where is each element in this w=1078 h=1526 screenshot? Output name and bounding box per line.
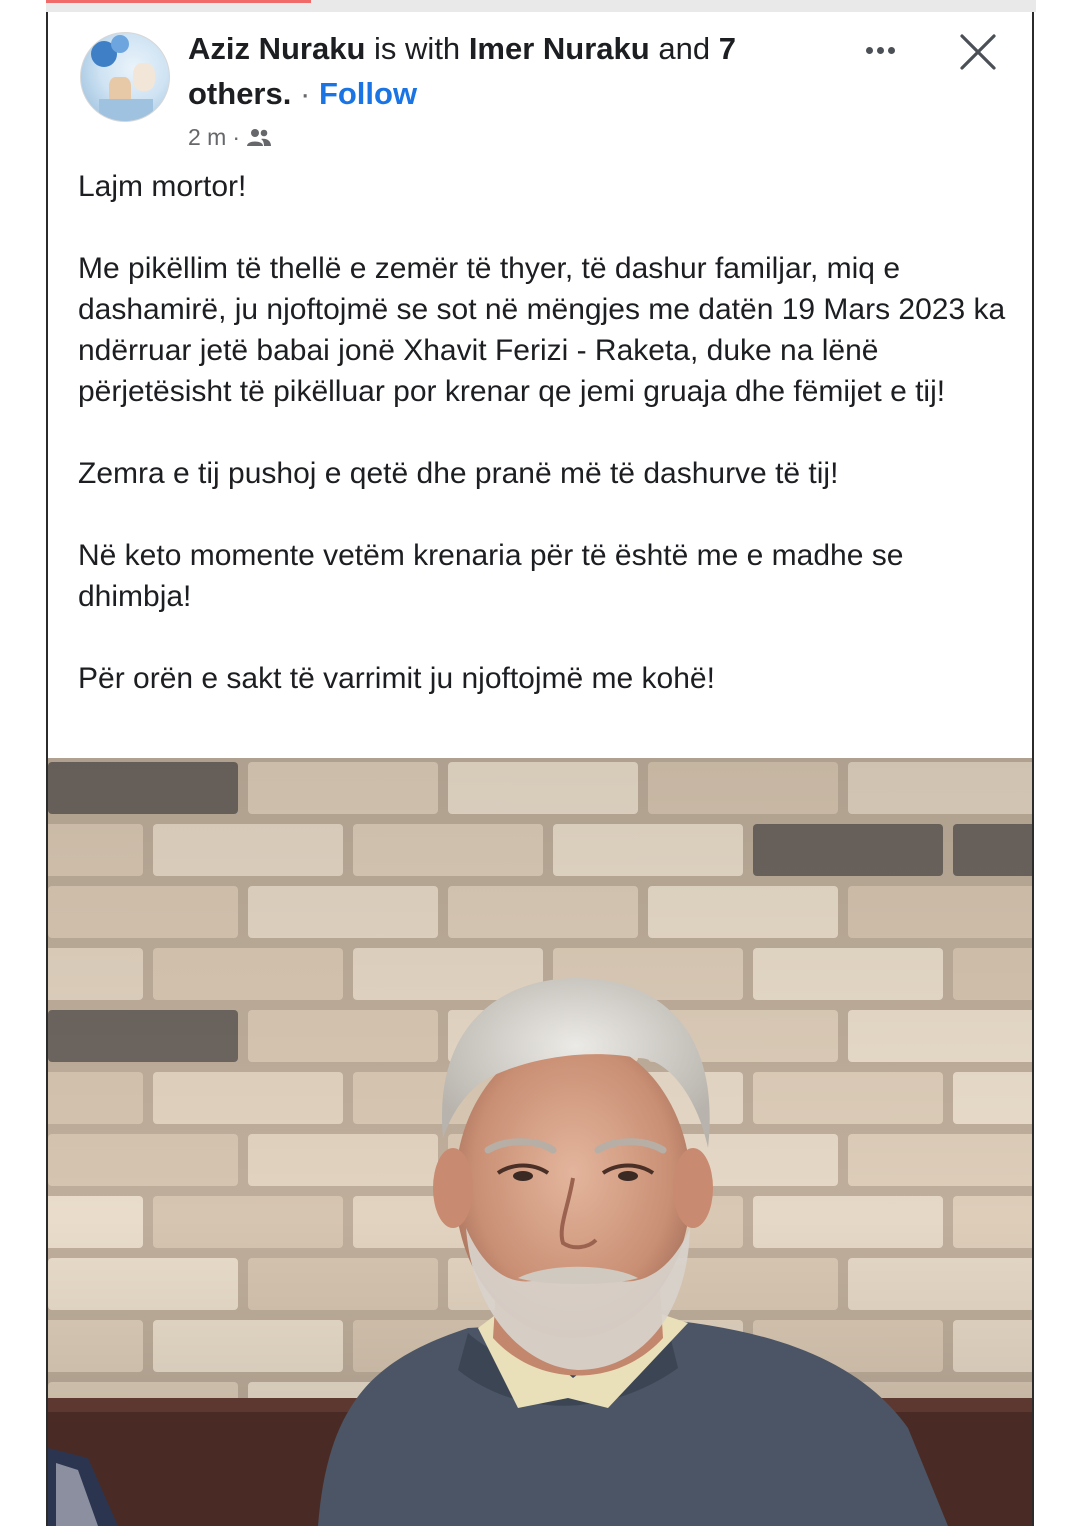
author-avatar[interactable] xyxy=(80,32,170,122)
more-options-icon xyxy=(866,47,873,54)
post-time[interactable]: 2 m xyxy=(188,124,227,150)
red-accent xyxy=(46,0,311,3)
and-text: and xyxy=(658,31,711,66)
close-icon xyxy=(958,32,998,72)
close-button[interactable] xyxy=(958,32,998,72)
follow-button[interactable]: Follow xyxy=(318,76,418,111)
post-message xyxy=(78,166,1013,740)
post-card xyxy=(46,12,1034,1526)
tagged-name[interactable]: Imer Nuraku xyxy=(468,31,650,66)
with-text: is with xyxy=(374,31,461,66)
others-link[interactable]: 7 others. xyxy=(188,31,736,111)
post-header xyxy=(48,12,1032,152)
top-stripe xyxy=(46,0,1036,12)
more-options-button[interactable] xyxy=(854,30,906,70)
paragraph-body: Zemra e tij pushoj e qetë dhe pranë më të dashurve të tij! xyxy=(78,457,839,490)
post-photo[interactable] xyxy=(48,758,1032,1526)
paragraph-body: Me pikëllim të thellë e zemër të thyer, të dashur familjar, miq e dashamirë, ju njoftojmë se sot në mëngjes me datën 19 Mars 2023 ka ndërruar jetë babai jonë Xhavit Ferizi - Raketa, duke na lënë përjetësisht të pikëlluar por krenar qe jemi gruaja dhe fëmijet e tij! xyxy=(78,252,1006,408)
friends-icon[interactable] xyxy=(246,127,272,149)
author-line xyxy=(188,26,828,116)
paragraph-heading: Lajm mortor! xyxy=(78,170,247,203)
paragraph-body: Për orën e sakt të varrimit ju njoftojmë me kohë! xyxy=(78,662,715,695)
portrait-photo xyxy=(48,758,1032,1526)
paragraph-body: Në keto momente vetëm krenaria për të është me e madhe se dhimbja! xyxy=(78,539,904,613)
meta-separator: · xyxy=(232,124,241,150)
author-name[interactable]: Aziz Nuraku xyxy=(188,31,366,66)
separator: · xyxy=(299,76,311,111)
post-meta xyxy=(188,124,272,151)
